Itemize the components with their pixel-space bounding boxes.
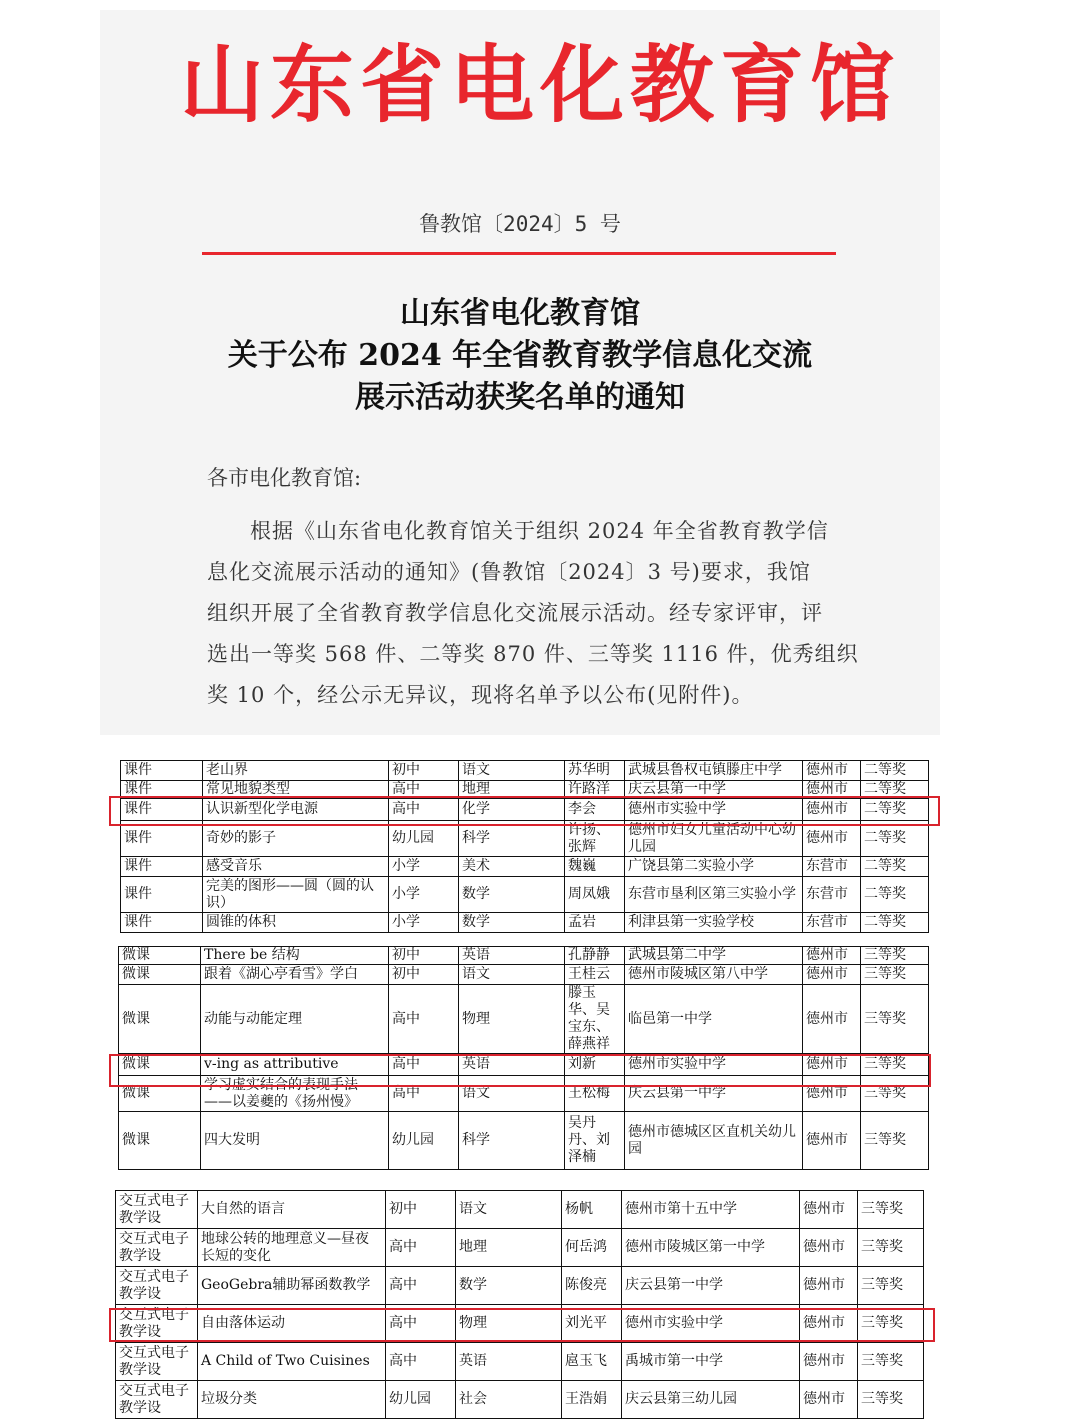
cell-author: 孔静静 [565,947,625,965]
cell-award: 三等奖 [858,1305,924,1343]
cell-author: 王浩娟 [562,1381,622,1419]
table-row [116,1381,924,1419]
table-row [121,913,929,933]
cell-level: 小学 [389,857,459,877]
cell-level: 幼儿园 [389,1112,459,1170]
notice-title-line-1: 山东省电化教育馆 [400,296,640,331]
cell-author: 孟岩 [565,913,625,933]
cell-city: 德州市 [803,821,861,857]
cell-city: 德州市 [803,985,861,1054]
cell-title: 圆锥的体积 [203,913,389,933]
body-line-1: 根据《山东省电化教育馆关于组织 2024 年全省教育教学信 [250,519,829,543]
cell-level: 高中 [389,799,459,821]
cell-school: 德州市德城区区直机关幼儿园 [625,1112,803,1170]
cell-category: 课件 [121,781,203,799]
cell-title: 自由落体运动 [198,1305,386,1343]
cell-level: 小学 [389,913,459,933]
cell-author: 王桂云 [565,965,625,985]
body-line-4: 选出一等奖 568 件、二等奖 870 件、三等奖 1116 件，优秀组织 [207,642,859,666]
cell-category: 微课 [119,1054,201,1076]
cell-school: 庆云县第一中学 [625,781,803,799]
table-row [119,985,929,1054]
notice-title-line-2: 关于公布 2024 年全省教育教学信息化交流 [227,338,813,373]
cell-school: 德州市陵城区第八中学 [625,965,803,985]
cell-school: 德州市第十五中学 [622,1191,800,1229]
cell-category: 微课 [119,965,201,985]
cell-level: 高中 [389,1076,459,1112]
cell-author: 周凤娥 [565,877,625,913]
cell-title: 常见地貌类型 [203,781,389,799]
table-row [119,1112,929,1170]
cell-author: 扈玉飞 [562,1343,622,1381]
cell-city: 东营市 [803,913,861,933]
cell-school: 庆云县第一中学 [625,1076,803,1112]
cell-level: 初中 [389,965,459,985]
cell-school: 东营市垦利区第三实验小学 [625,877,803,913]
cell-author: 刘光平 [562,1305,622,1343]
cell-city: 德州市 [803,761,861,781]
cell-level: 幼儿园 [389,821,459,857]
cell-subject: 语文 [459,965,565,985]
cell-category: 交互式电子教学设 [116,1229,198,1267]
cell-city: 东营市 [803,877,861,913]
cell-subject: 数学 [459,913,565,933]
cell-award: 三等奖 [861,1054,929,1076]
cell-subject: 数学 [459,877,565,913]
award-table-interactive [115,1190,924,1419]
cell-category: 课件 [121,877,203,913]
cell-author: 滕玉华、吴宝东、薛燕祥 [565,985,625,1054]
cell-school: 德州市陵城区第一中学 [622,1229,800,1267]
cell-author: 许路洋 [565,781,625,799]
table-row [116,1267,924,1305]
cell-city: 德州市 [803,965,861,985]
table-row [121,761,929,781]
body-line-2: 息化交流展示活动的通知》(鲁教馆〔2024〕3 号)要求，我馆 [207,560,811,584]
cell-level: 小学 [389,877,459,913]
cell-school: 武城县第二中学 [625,947,803,965]
table-row [119,947,929,965]
award-table-courseware [120,760,929,933]
cell-city: 德州市 [803,1112,861,1170]
cell-city: 德州市 [800,1381,858,1419]
cell-award: 二等奖 [861,821,929,857]
cell-subject: 英语 [459,1054,565,1076]
notice-title-line-3: 展示活动获奖名单的通知 [355,380,685,415]
cell-level: 高中 [386,1305,456,1343]
cell-city: 德州市 [800,1305,858,1343]
cell-category: 微课 [119,947,201,965]
cell-author: 魏巍 [565,857,625,877]
cell-author: 许扬、张辉 [565,821,625,857]
table-row [121,877,929,913]
cell-city: 德州市 [803,1054,861,1076]
cell-title: 奇妙的影子 [203,821,389,857]
cell-title: 完美的图形——圆（圆的认识） [203,877,389,913]
highlight-box-row-1 [109,796,940,826]
cell-level: 高中 [386,1267,456,1305]
cell-city: 德州市 [800,1343,858,1381]
cell-title: v-ing as attributive [201,1054,389,1076]
table-row [116,1191,924,1229]
cell-subject: 科学 [459,821,565,857]
cell-subject: 科学 [459,1112,565,1170]
cell-title: 跟着《湖心亭看雪》学白 [201,965,389,985]
cell-title: 大自然的语言 [198,1191,386,1229]
cell-title: 老山界 [203,761,389,781]
cell-level: 高中 [386,1343,456,1381]
cell-subject: 语文 [456,1191,562,1229]
cell-school: 德州市实验中学 [625,1054,803,1076]
cell-award: 三等奖 [858,1191,924,1229]
cell-author: 陈俊亮 [562,1267,622,1305]
highlight-box-row-3 [109,1308,935,1342]
cell-category: 课件 [121,913,203,933]
document-number: 鲁教馆〔2024〕5 号 [419,212,621,236]
cell-award: 二等奖 [861,913,929,933]
cell-category: 交互式电子教学设 [116,1343,198,1381]
cell-level: 高中 [386,1229,456,1267]
cell-school: 庆云县第三幼儿园 [622,1381,800,1419]
cell-school: 德州市妇女儿童活动中心幼儿园 [625,821,803,857]
cell-city: 东营市 [803,857,861,877]
cell-subject: 数学 [456,1267,562,1305]
cell-school: 禹城市第一中学 [622,1343,800,1381]
cell-title: A Child of Two Cuisines [198,1343,386,1381]
highlight-box-row-2 [109,1054,931,1087]
cell-category: 交互式电子教学设 [116,1305,198,1343]
cell-subject: 地理 [459,781,565,799]
table-row [121,857,929,877]
cell-subject: 化学 [459,799,565,821]
cell-award: 三等奖 [861,1076,929,1112]
cell-title: 四大发明 [201,1112,389,1170]
cell-subject: 地理 [456,1229,562,1267]
cell-category: 交互式电子教学设 [116,1381,198,1419]
cell-category: 课件 [121,857,203,877]
cell-school: 德州市实验中学 [625,799,803,821]
masthead: 山东省电化教育馆 [179,36,900,134]
cell-city: 德州市 [803,781,861,799]
salutation: 各市电化教育馆: [207,466,362,490]
cell-award: 三等奖 [861,985,929,1054]
cell-category: 课件 [121,821,203,857]
cell-city: 德州市 [803,1076,861,1112]
cell-level: 初中 [389,761,459,781]
cell-category: 课件 [121,761,203,781]
cell-category: 微课 [119,1112,201,1170]
cell-level: 初中 [386,1191,456,1229]
cell-subject: 物理 [456,1305,562,1343]
body-line-3: 组织开展了全省教育教学信息化交流展示活动。经专家评审，评 [207,601,823,625]
cell-school: 德州市实验中学 [622,1305,800,1343]
cell-author: 何岳鸿 [562,1229,622,1267]
cell-subject: 英语 [456,1343,562,1381]
cell-title: 认识新型化学电源 [203,799,389,821]
cell-subject: 社会 [456,1381,562,1419]
cell-school: 临邑第一中学 [625,985,803,1054]
body-line-5: 奖 10 个，经公示无异议，现将名单予以公布(见附件)。 [207,683,754,707]
cell-city: 德州市 [803,947,861,965]
cell-title: 动能与动能定理 [201,985,389,1054]
cell-award: 二等奖 [861,781,929,799]
table-row [116,1343,924,1381]
cell-subject: 语文 [459,761,565,781]
cell-city: 德州市 [800,1229,858,1267]
cell-level: 高中 [389,1054,459,1076]
cell-school: 武城县鲁权屯镇滕庄中学 [625,761,803,781]
cell-award: 三等奖 [861,947,929,965]
cell-author: 吴丹丹、刘泽楠 [565,1112,625,1170]
cell-award: 二等奖 [861,857,929,877]
cell-level: 高中 [389,985,459,1054]
cell-author: 王松梅 [565,1076,625,1112]
cell-title: GeoGebra辅助幂函数教学 [198,1267,386,1305]
cell-category: 交互式电子教学设 [116,1267,198,1305]
cell-author: 刘新 [565,1054,625,1076]
cell-subject: 英语 [459,947,565,965]
cell-category: 交互式电子教学设 [116,1191,198,1229]
cell-category: 微课 [119,985,201,1054]
cell-title: 垃圾分类 [198,1381,386,1419]
cell-award: 三等奖 [858,1267,924,1305]
table-row [119,965,929,985]
cell-subject: 美术 [459,857,565,877]
cell-title: 地球公转的地理意义—昼夜长短的变化 [198,1229,386,1267]
cell-city: 德州市 [803,799,861,821]
cell-title: 感受音乐 [203,857,389,877]
cell-subject: 物理 [459,985,565,1054]
cell-award: 二等奖 [861,877,929,913]
cell-title: There be 结构 [201,947,389,965]
cell-award: 三等奖 [858,1343,924,1381]
cell-subject: 语文 [459,1076,565,1112]
cell-school: 庆云县第一中学 [622,1267,800,1305]
cell-award: 二等奖 [861,761,929,781]
cell-title: 学习虚实结合的表现手法——以姜夔的《扬州慢》 [201,1076,389,1112]
table-row [116,1229,924,1267]
cell-level: 幼儿园 [386,1381,456,1419]
cell-city: 德州市 [800,1191,858,1229]
cell-award: 三等奖 [858,1229,924,1267]
red-divider [202,252,836,255]
cell-school: 利津县第一实验学校 [625,913,803,933]
cell-award: 三等奖 [861,965,929,985]
cell-award: 二等奖 [861,799,929,821]
cell-category: 微课 [119,1076,201,1112]
cell-author: 杨帆 [562,1191,622,1229]
cell-city: 德州市 [800,1267,858,1305]
cell-school: 广饶县第二实验小学 [625,857,803,877]
cell-level: 初中 [389,947,459,965]
cell-level: 高中 [389,781,459,799]
cell-author: 苏华明 [565,761,625,781]
cell-award: 三等奖 [861,1112,929,1170]
cell-award: 三等奖 [858,1381,924,1419]
cell-category: 课件 [121,799,203,821]
cell-author: 李会 [565,799,625,821]
